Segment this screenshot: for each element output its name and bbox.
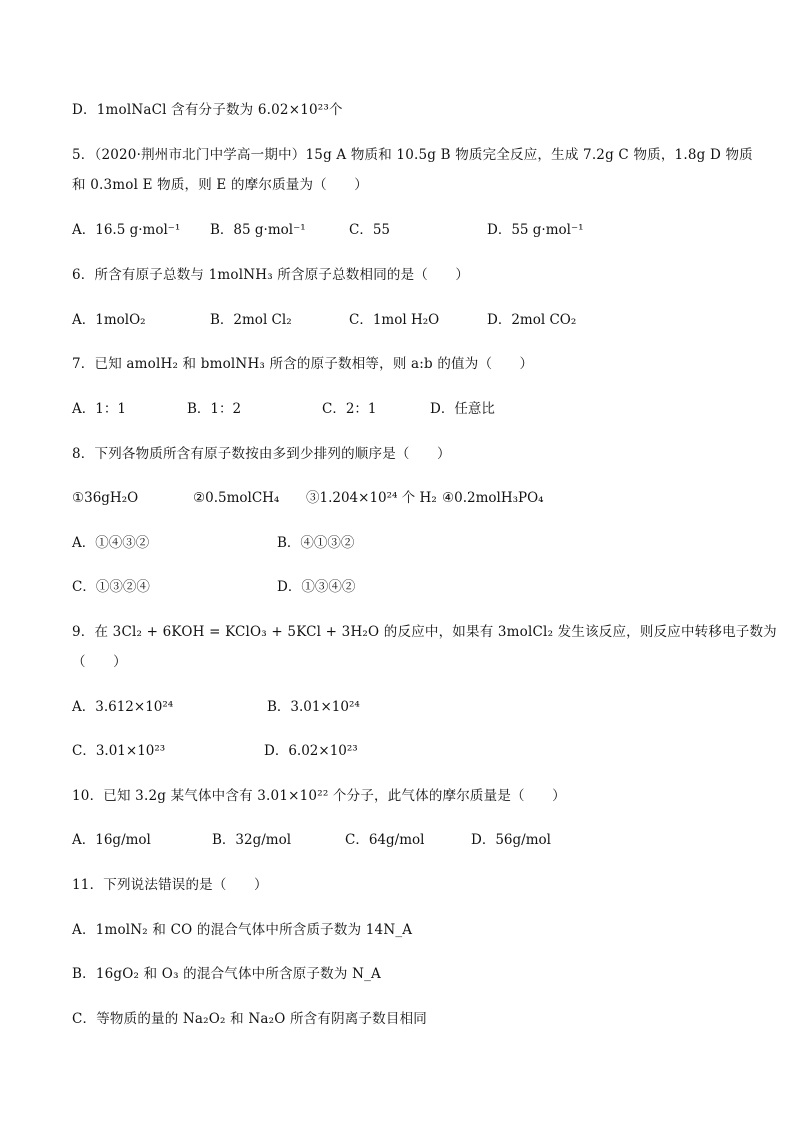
q6-option-a: A．1molO₂: [72, 312, 146, 328]
q10-option-a: A．16g/mol: [72, 832, 151, 848]
q5-option-b: B．85 g·mol⁻¹: [210, 222, 306, 238]
q11-option-b: B．16gO₂ 和 O₃ 的混合气体中所含原子数为 N_A: [72, 966, 381, 982]
q8-item-2: ②0.5molCH₄: [193, 490, 280, 506]
q11-option-a: A．1molN₂ 和 CO 的混合气体中所含质子数为 14N_A: [72, 922, 413, 938]
q7-stem: 7．已知 amolH₂ 和 bmolNH₃ 所含的原子数相等，则 a:b 的值为（ ）: [72, 356, 534, 372]
q11-stem: 11．下列说法错误的是（ ）: [72, 877, 268, 893]
q9-stem-line1: 9．在 3Cl₂ + 6KOH = KClO₃ + 5KCl + 3H₂O 的反应中，如果有 3molCl₂ 发生该反应，则反应中转移电子数为: [72, 624, 777, 640]
q9-stem-line2: （ ）: [72, 654, 127, 670]
q8-item-3: ③1.204×10²⁴ 个 H₂: [306, 490, 437, 506]
q11-option-c: C．等物质的量的 Na₂O₂ 和 Na₂O 所含有阴离子数目相同: [72, 1011, 427, 1027]
q5-stem-line2: 和 0.3mol E 物质，则 E 的摩尔质量为（ ）: [72, 177, 368, 193]
q9-option-c: C．3.01×10²³: [72, 743, 166, 759]
q10-stem: 10．已知 3.2g 某气体中含有 3.01×10²² 个分子，此气体的摩尔质量是（ ）: [72, 788, 566, 804]
q8-option-a: A．①④③②: [72, 535, 150, 551]
q10-option-c: C．64g/mol: [345, 832, 425, 848]
q4-option-d: D．1molNaCl 含有分子数为 6.02×10²³个: [72, 102, 343, 118]
q8-option-d: D．①③④②: [277, 579, 356, 595]
q10-option-d: D．56g/mol: [471, 832, 551, 848]
q8-stem: 8．下列各物质所含有原子数按由多到少排列的顺序是（ ）: [72, 446, 451, 462]
q6-option-d: D．2mol CO₂: [487, 312, 577, 328]
q10-option-b: B．32g/mol: [212, 832, 292, 848]
q5-stem-line1: 5．（2020·荆州市北门中学高一期中）15g A 物质和 10.5g B 物质完全反应，生成 7.2g C 物质，1.8g D 物质: [72, 147, 753, 163]
q6-option-c: C．1mol H₂O: [349, 312, 440, 328]
q5-option-c: C．55: [349, 222, 391, 238]
q8-item-1: ①36gH₂O: [72, 490, 139, 506]
q8-item-4: ④0.2molH₃PO₄: [442, 490, 544, 506]
q7-option-c: C．2：1: [322, 401, 377, 417]
q9-option-d: D．6.02×10²³: [264, 743, 358, 759]
q7-option-b: B．1：2: [187, 401, 242, 417]
q9-option-b: B．3.01×10²⁴: [267, 699, 360, 715]
q6-stem: 6．所含有原子总数与 1molNH₃ 所含原子总数相同的是（ ）: [72, 267, 470, 283]
q9-option-a: A．3.612×10²⁴: [72, 699, 174, 715]
q7-option-a: A．1：1: [72, 401, 126, 417]
q5-option-a: A．16.5 g·mol⁻¹: [72, 222, 181, 238]
q8-option-b: B．④①③②: [277, 535, 355, 551]
q8-option-c: C．①③②④: [72, 579, 150, 595]
q7-option-d: D．任意比: [430, 401, 495, 417]
q5-option-d: D．55 g·mol⁻¹: [487, 222, 584, 238]
q6-option-b: B．2mol Cl₂: [210, 312, 292, 328]
